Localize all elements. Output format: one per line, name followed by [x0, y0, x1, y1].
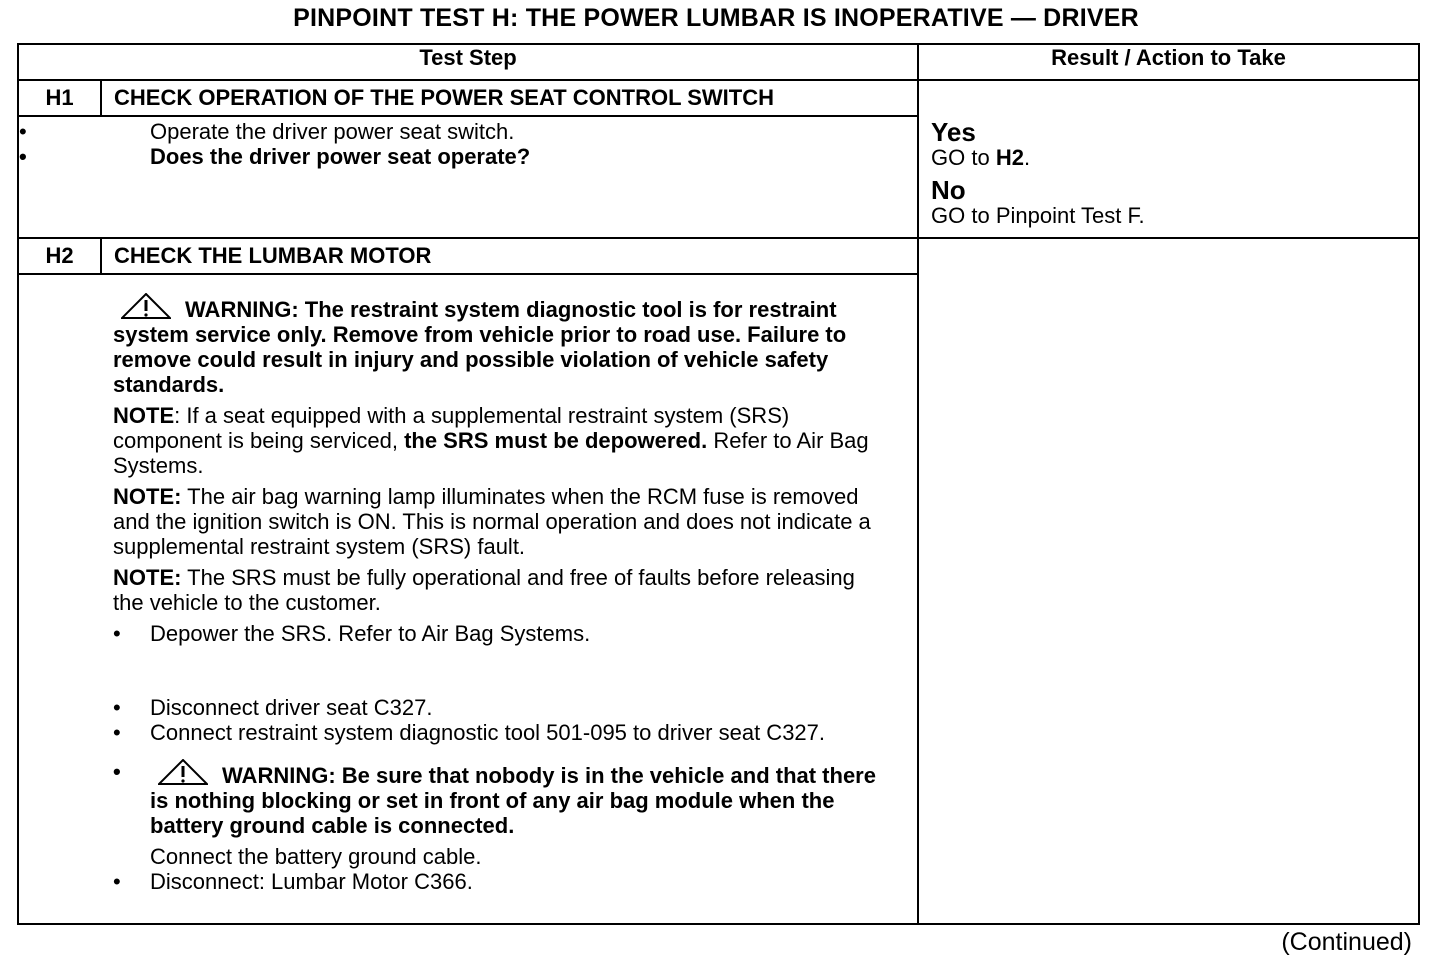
h1-step-id: H1	[18, 80, 101, 116]
h1-no-label: No	[931, 175, 966, 205]
test-step-header: Test Step	[18, 44, 918, 80]
h2-step-heading: CHECK THE LUMBAR MOTOR	[101, 238, 918, 274]
h2-note-3: NOTE: The SRS must be fully operational and free of faults before releasing the vehicle to the customer.	[113, 565, 855, 615]
result-header: Result / Action to Take	[918, 44, 1419, 80]
h1-no-action: GO to Pinpoint Test F.	[931, 203, 1145, 228]
h1-step-heading: CHECK OPERATION OF THE POWER SEAT CONTROL SWITCH	[101, 80, 918, 116]
header-row	[18, 44, 1419, 80]
pinpoint-test-table	[17, 43, 1420, 925]
h1-yes-label: Yes	[931, 117, 976, 147]
page-title: PINPOINT TEST H: THE POWER LUMBAR IS INOPERATIVE — DRIVER	[293, 4, 1139, 32]
h2-result-cell	[918, 238, 1419, 924]
h2-heading-row	[18, 238, 1419, 274]
h2-bullet-1: • Depower the SRS. Refer to Air Bag Systems.	[113, 621, 887, 646]
continued-label: (Continued)	[1281, 928, 1412, 956]
h1-bullet-2: • Does the driver power seat operate?	[19, 144, 917, 169]
h2-bullet-4: • Disconnect: Lumbar Motor C366.	[113, 869, 887, 894]
h2-bullet-2: • Disconnect driver seat C327.	[113, 695, 887, 720]
h2-bullet-warning: • WARNING: Be sure that nobody is in the vehicle and that there is nothing blocking or set in front of any air bag module when the battery ground cable is connected.	[113, 759, 887, 838]
h2-warning-1: WARNING: The restraint system diagnostic tool is for restraint system service only. Remove from vehicle prior to road use. Failure to remove could result in injury and possible violation of vehicle safety standards.	[113, 293, 887, 397]
warning-triangle-icon	[158, 759, 208, 785]
h1-result-cell	[918, 80, 1419, 238]
h2-note-1: NOTE: If a seat equipped with a supplemental restraint system (SRS) component is being serviced, the SRS must be depowered. Refer to Air Bag Systems.	[113, 403, 869, 478]
h1-body	[18, 116, 918, 238]
h2-note-2: NOTE: The air bag warning lamp illuminates when the RCM fuse is removed and the ignition switch is ON. This is normal operation and does not indicate a supplemental restraint system (SRS) fault.	[113, 484, 871, 559]
h1-yes-action: GO to H2.	[931, 145, 1031, 170]
warning-triangle-icon	[121, 293, 171, 319]
h2-connect-text: Connect the battery ground cable.	[150, 844, 482, 869]
h2-body	[18, 274, 918, 924]
h1-heading-row	[18, 80, 1419, 116]
h2-bullet-3: • Connect restraint system diagnostic tool 501-095 to driver seat C327.	[113, 720, 887, 745]
h1-bullet-1: • Operate the driver power seat switch.	[19, 119, 917, 144]
h2-step-id: H2	[18, 238, 101, 274]
